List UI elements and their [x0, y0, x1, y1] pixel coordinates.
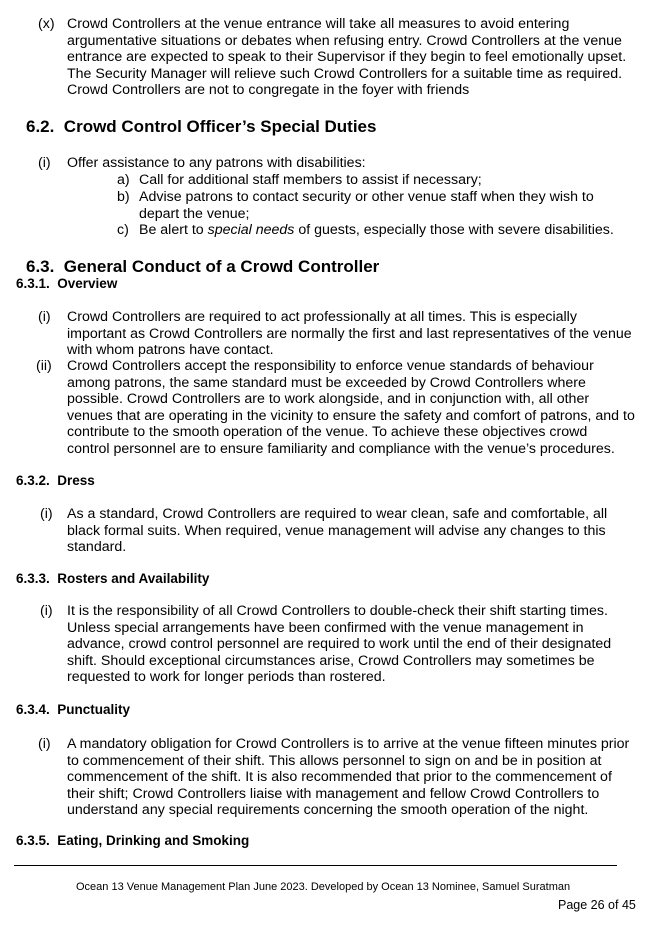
text-line: depart the venue; [139, 205, 250, 222]
paragraph-6-2-i: Offer assistance to any patrons with disabilities: [67, 155, 366, 171]
text-line: possible. Crowd Controllers are to work alongside, and in conjunction with, all other [67, 391, 590, 408]
paragraph-item-x [67, 16, 626, 99]
sub-item-b [139, 189, 594, 222]
text-line: understand any special requirements concerning the smooth operation of the night. [67, 802, 589, 819]
subsection-heading-6-3-5: 6.3.5. Eating, Drinking and Smoking [16, 833, 250, 848]
text-line: their shift; Crowd Controllers liaise with management and fellow Crowd Controllers to [67, 785, 600, 802]
text-line: standard. [67, 539, 127, 556]
text-line: important as Crowd Controllers are normally the first and last representatives of the venue [67, 325, 632, 342]
list-marker-c: c) [117, 222, 129, 238]
list-marker-x: (x) [38, 16, 55, 32]
subsection-heading-6-3-2: 6.3.2. Dress [16, 473, 95, 488]
paragraph-6-3-4-i [67, 736, 629, 819]
page-number: Page 26 of 45 [558, 898, 636, 912]
text-line: advance, crowd control personnel are required to work until the end of their designated [67, 636, 612, 653]
text-line: venues that are operating in the vicinity to ensure the safety and comfort of patrons, and to [67, 407, 635, 424]
text-line: Unless special arrangements have been confirmed with the venue management in [67, 619, 584, 636]
text-line: Crowd Controllers at the venue entrance will take all measures to avoid entering [67, 16, 570, 32]
text-run: Be alert to [139, 222, 208, 238]
subsection-heading-6-3-1: 6.3.1. Overview [16, 276, 118, 291]
subsection-heading-6-3-3: 6.3.3. Rosters and Availability [16, 571, 210, 586]
text-line: As a standard, Crowd Controllers are required to wear clean, safe and comfortable, all [67, 506, 608, 522]
text-line: shift. Should exceptional circumstances arise, Crowd Controllers may sometimes be [67, 652, 595, 669]
footer-text: Ocean 13 Venue Management Plan June 2023. Developed by Ocean 13 Nominee, Samuel Suratman [76, 881, 571, 893]
list-marker-a: a) [117, 172, 130, 188]
text-line: contribute to the smooth operation of the venue. To achieve these objectives crowd [67, 424, 588, 441]
list-marker-i: (i) [40, 506, 53, 522]
paragraph-6-3-1-i [67, 309, 632, 359]
section-heading-6-2: 6.2. Crowd Control Officer’s Special Duties [26, 117, 377, 136]
sub-item-a: Call for additional staff members to assist if necessary; [139, 172, 482, 188]
text-line: Crowd Controllers are required to act professionally at all times. This is especially [67, 309, 577, 325]
text-line: entrance are expected to speak to their Supervisor if they begin to feel emotionally upset. [67, 49, 627, 66]
list-marker-i: (i) [40, 603, 53, 619]
emphasis-text: special needs [207, 222, 295, 238]
list-marker-i: (i) [38, 736, 51, 752]
text-line: Advise patrons to contact security or other venue staff when they wish to [139, 189, 594, 205]
paragraph-6-3-3-i [67, 603, 611, 686]
list-marker-ii: (ii) [36, 358, 52, 374]
list-marker-i: (i) [38, 155, 51, 171]
text-line: argumentative situations or debates when refusing entry. Crowd Controllers at the venue [67, 32, 622, 49]
text-line: among patrons, the same standard must be exceeded by Crowd Controllers where [67, 374, 586, 391]
text-line: Crowd Controllers are not to congregate in the foyer with friends [67, 82, 470, 99]
text-line: requested to work for longer periods than rostered. [67, 669, 386, 686]
text-line: It is the responsibility of all Crowd Controllers to double-check their shift starting times. [67, 603, 608, 619]
text-line: Crowd Controllers accept the responsibility to enforce venue standards of behaviour [67, 358, 594, 374]
text-line: black formal suits. When required, venue management will advise any changes to this [67, 522, 606, 539]
subsection-heading-6-3-4: 6.3.4. Punctuality [16, 702, 131, 717]
list-marker-b: b) [117, 189, 130, 205]
list-marker-i: (i) [38, 309, 51, 325]
text-line: control personnel are to ensure familiarity and compliance with the venue’s procedures. [67, 440, 615, 457]
section-heading-6-3: 6.3. General Conduct of a Crowd Controller [26, 257, 380, 276]
text-run: of guests, especially those with severe disabilities. [294, 222, 614, 238]
text-line: to commencement of their shift. This allows personnel to sign on and be in position at [67, 752, 602, 769]
text-line: A mandatory obligation for Crowd Controllers is to arrive at the venue fifteen minutes prior [67, 736, 630, 752]
paragraph-6-3-2-i [67, 506, 607, 556]
text-line: The Security Manager will relieve such Crowd Controllers for a suitable time as required. [67, 65, 623, 82]
paragraph-6-3-1-ii [67, 358, 635, 458]
sub-item-c [139, 222, 614, 239]
text-line: commencement of the shift. It is also recommended that prior to the commencement of [67, 769, 612, 786]
text-line: with whom patrons have contact. [67, 342, 274, 359]
footer-divider [14, 865, 617, 866]
